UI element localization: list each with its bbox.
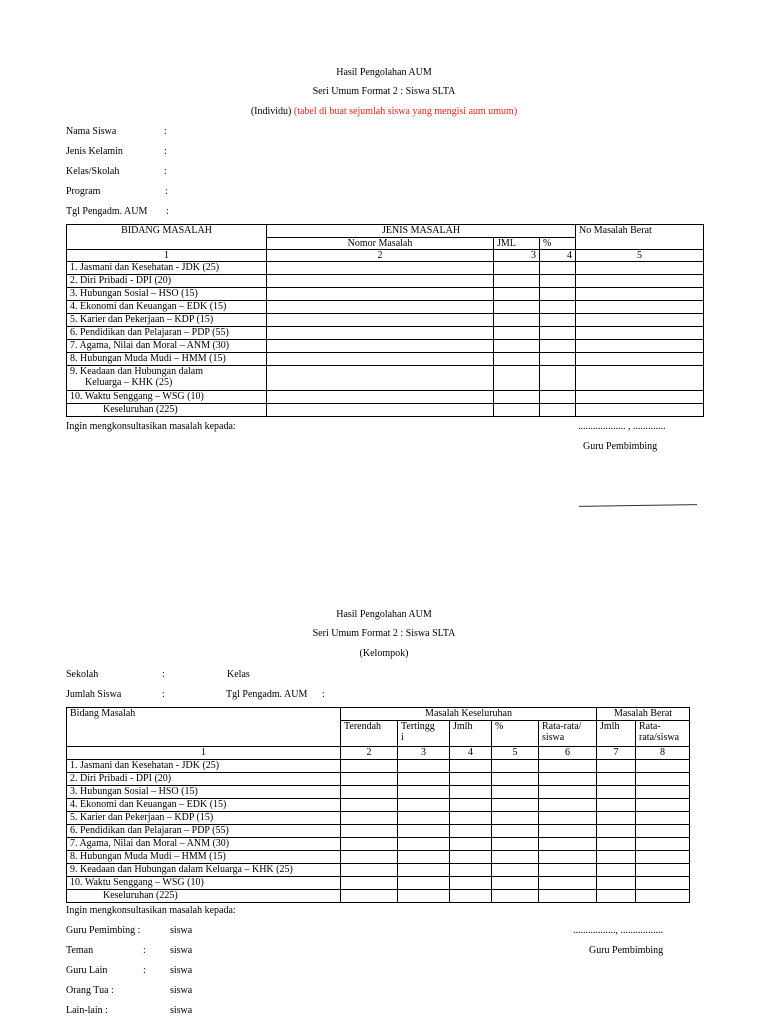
recipient-value: siswa xyxy=(170,945,193,956)
table-row-label: 3. Hubungan Sosial – HSO (15) xyxy=(67,786,341,799)
tgl-pengadm-label: Tgl Pengadm. AUM xyxy=(226,689,308,700)
field-colon: : xyxy=(143,965,146,976)
table-row-label: 4. Ekonomi dan Keuangan – EDK (15) xyxy=(67,301,267,314)
signature-line xyxy=(579,504,697,507)
section2-subtitle: Seri Umum Format 2 : Siswa SLTA xyxy=(312,628,456,639)
recipient-value: siswa xyxy=(170,1005,193,1016)
section1-mode-note: (tabel di buat sejumlah siswa yang mengisi aum umum) xyxy=(293,106,518,117)
table-row-label: 4. Ekonomi dan Keuangan – EDK (15) xyxy=(67,799,341,812)
recipient-label-orang-tua: Orang Tua : xyxy=(66,985,114,996)
field-colon: : xyxy=(162,689,165,700)
field-colon: : xyxy=(165,186,168,197)
section1-mode: (Individu) xyxy=(250,106,292,117)
header-jenis-masalah: JENIS MASALAH xyxy=(267,225,576,238)
row9-line2: Keluarga – KHK (25) xyxy=(85,377,173,388)
guru-pembimbing-label: Guru Pembimbing xyxy=(583,441,658,452)
header-masalah-keseluruhan: Masalah Keseluruhan xyxy=(341,708,597,721)
field-label-tgl: Tgl Pengadm. AUM xyxy=(66,206,148,217)
guru-pembimbing-label: Guru Pembimbing xyxy=(589,945,664,956)
recipient-label-lain-lain: Lain-lain : xyxy=(66,1005,108,1016)
header-rata-rata-berat xyxy=(636,721,690,747)
header-nomor-masalah: Nomor Masalah xyxy=(267,238,494,250)
header-terendah: Terendah xyxy=(341,721,398,747)
consult-label: Ingin mengkonsultasikan masalah kepada: xyxy=(66,421,236,432)
header-jmlh-berat: Jmlh xyxy=(597,721,636,747)
col-number: 4 xyxy=(450,747,492,760)
sekolah-label: Sekolah xyxy=(66,669,99,680)
table-row-label: 8. Hubungan Muda Mudi – HMM (15) xyxy=(67,353,267,366)
field-colon: : xyxy=(164,126,167,137)
col-number: 2 xyxy=(267,250,494,262)
table-row-label: 1. Jasmani dan Kesehatan - JDK (25) xyxy=(67,760,341,773)
field-colon: : xyxy=(143,945,146,956)
col-number: 3 xyxy=(398,747,450,760)
col-number: 5 xyxy=(576,250,704,262)
table-row-label: 10. Waktu Senggang – WSG (10) xyxy=(67,391,267,404)
col-number: 2 xyxy=(341,747,398,760)
header-jmlh: Jmlh xyxy=(450,721,492,747)
field-colon: : xyxy=(166,206,169,217)
recipient-label-guru-lain: Guru Lain xyxy=(66,965,108,976)
header-rata-line1: Rata-rata/ xyxy=(542,721,582,732)
table-row-label: 1. Jasmani dan Kesehatan - JDK (25) xyxy=(67,262,267,275)
header-bidang-masalah: BIDANG MASALAH xyxy=(67,225,267,250)
table-total-label: Keseluruhan (225) xyxy=(67,404,267,417)
recipient-label-teman: Teman xyxy=(66,945,94,956)
section1-subtitle: Seri Umum Format 2 : Siswa SLTA xyxy=(312,86,456,97)
recipient-value: siswa xyxy=(170,925,193,936)
table-row-label: 5. Karier dan Pekerjaan – KDP (15) xyxy=(67,314,267,327)
header-masalah-berat: Masalah Berat xyxy=(597,708,690,721)
individu-table xyxy=(66,224,704,417)
header-percent: % xyxy=(540,238,576,250)
section2-mode: (Kelompok) xyxy=(359,648,409,659)
field-colon: : xyxy=(164,166,167,177)
recipient-value: siswa xyxy=(170,985,193,996)
col-number: 6 xyxy=(539,747,597,760)
section1-mode-line xyxy=(0,106,768,117)
date-line: ................... , ............. xyxy=(578,421,666,432)
field-colon: : xyxy=(322,689,325,700)
table-row-label: 10. Waktu Senggang – WSG (10) xyxy=(67,877,341,890)
col-number: 8 xyxy=(636,747,690,760)
header-no-masalah-berat: No Masalah Berat xyxy=(576,225,704,250)
kelompok-table xyxy=(66,707,690,903)
field-label-kelas: Kelas/Skolah xyxy=(66,166,120,177)
col-number: 7 xyxy=(597,747,636,760)
header-rata-line2: siswa xyxy=(542,732,565,743)
table-row-label: 2. Diri Pribadi - DPI (20) xyxy=(67,773,341,786)
header-tertinggi-line2: i xyxy=(401,732,404,743)
header-rata-rata xyxy=(539,721,597,747)
date-line: ................., ................. xyxy=(573,925,663,936)
header-tertinggi xyxy=(398,721,450,747)
field-colon: : xyxy=(164,146,167,157)
section1-title: Hasil Pengolahan AUM xyxy=(336,67,432,78)
header-percent: % xyxy=(492,721,539,747)
col-number: 1 xyxy=(67,250,267,262)
section2-title: Hasil Pengolahan AUM xyxy=(336,609,432,620)
col-number: 1 xyxy=(67,747,341,760)
table-row-label: 7. Agama, Nilai dan Moral – ANM (30) xyxy=(67,340,267,353)
kelas-label: Kelas xyxy=(227,669,250,680)
table-row-label: 6. Pendidikan dan Pelajaran – PDP (55) xyxy=(67,825,341,838)
field-label-program: Program xyxy=(66,186,101,197)
col-number: 4 xyxy=(540,250,576,262)
header-tertinggi-line1: Tertingg xyxy=(401,721,435,732)
field-label-jenis-kelamin: Jenis Kelamin xyxy=(66,146,123,157)
table-row-label: 7. Agama, Nilai dan Moral – ANM (30) xyxy=(67,838,341,851)
header-jml: JML xyxy=(494,238,540,250)
field-label-nama: Nama Siswa xyxy=(66,126,117,137)
header-bidang-masalah: Bidang Masalah xyxy=(67,708,341,747)
recipient-value: siswa xyxy=(170,965,193,976)
table-row-label: 9. Keadaan dan Hubungan dalam Keluarga – KHK (25) xyxy=(67,864,341,877)
table-total-label: Keseluruhan (225) xyxy=(67,890,341,903)
table-row-label: 6. Pendidikan dan Pelajaran – PDP (55) xyxy=(67,327,267,340)
col-number: 3 xyxy=(494,250,540,262)
consult-label: Ingin mengkonsultasikan masalah kepada: xyxy=(66,905,236,916)
table-row-label xyxy=(67,366,267,391)
jumlah-siswa-label: Jumlah Siswa xyxy=(66,689,122,700)
table-row-label: 5. Karier dan Pekerjaan – KDP (15) xyxy=(67,812,341,825)
table-row-label: 2. Diri Pribadi - DPI (20) xyxy=(67,275,267,288)
header-rata2-line1: Rata- xyxy=(639,721,661,732)
row9-line1: 9. Keadaan dan Hubungan dalam xyxy=(70,366,204,377)
table-row-label: 3. Hubungan Sosial – HSO (15) xyxy=(67,288,267,301)
col-number: 5 xyxy=(492,747,539,760)
field-colon: : xyxy=(162,669,165,680)
recipient-label-guru: Guru Pemimbing : xyxy=(66,925,141,936)
table-row-label: 8. Hubungan Muda Mudi – HMM (15) xyxy=(67,851,341,864)
header-rata2-line2: rata/siswa xyxy=(639,732,680,743)
